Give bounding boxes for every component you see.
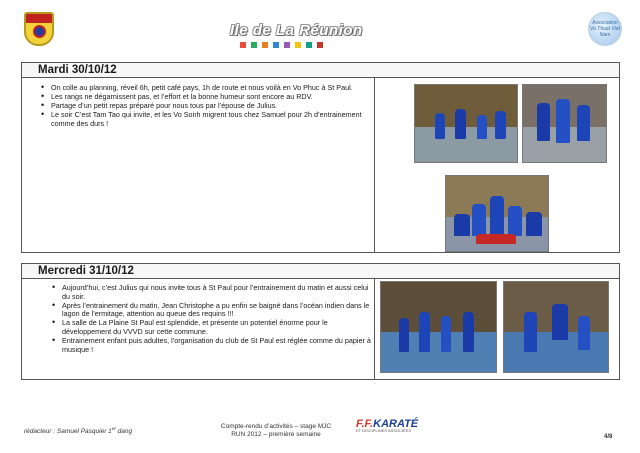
ff-subtitle: ET DISCIPLINES ASSOCIÉES [356, 428, 412, 433]
column-divider [374, 279, 375, 380]
color-dot [284, 42, 290, 48]
photo-training-hall-2 [522, 84, 607, 163]
day-block-tuesday [21, 62, 620, 253]
photo-training-hall-1 [414, 84, 518, 163]
author-credit [24, 426, 132, 435]
color-dot [273, 42, 279, 48]
report-line-1: Compte-rendu d’activités – stage MJC [220, 423, 332, 430]
author-sup: er [111, 426, 116, 431]
header-color-dots [240, 42, 323, 48]
list-item: • Après l’entrainement du matin, Jean Christophe a pu enfin se baigné dans l’océan indien dans le lagon de l’ermitage, attention au queue des requins !!! [52, 302, 372, 319]
day-block-wednesday [21, 263, 620, 380]
author-suffix: dang [115, 428, 133, 436]
list-item: • Le soir C’est Tam Tao qui invite, et les Vo Sonh migrent tous chez Samuel pour 2h d’entrainement comme des durs ! [41, 111, 371, 128]
list-item: • On colle au planning, réveil 6h, petit café pays, 1h de route et nous voilà en Vo Phuc à St Paul. [41, 84, 371, 93]
author-prefix: rédacteur : Samuel Pasquier 1 [24, 428, 112, 436]
day-items-list [52, 284, 372, 355]
color-dot [251, 42, 257, 48]
association-logo [588, 12, 622, 46]
photo-group-pose [445, 175, 549, 252]
color-dot [317, 42, 323, 48]
column-divider [374, 78, 375, 253]
report-title [210, 423, 342, 439]
list-item: • La salle de La Plaine St Paul est splendide, et présente un potentiel énorme pour le développement du VVVD sur cette commune. [52, 319, 372, 336]
page-number: 4/8 [604, 434, 613, 440]
ffkarate-logo [356, 418, 418, 433]
day-title: Mercredi 31/10/12 [22, 264, 619, 279]
photo-kick-demo [503, 281, 609, 373]
color-dot [262, 42, 268, 48]
report-line-2: RUN 2012 – première semaine [231, 431, 321, 438]
color-dot [306, 42, 312, 48]
photo-adults-training [380, 281, 497, 373]
color-dot [295, 42, 301, 48]
color-dot [240, 42, 246, 48]
list-item: • Les rangs ne dégarnissent pas, et l’effort et la bonne humeur sont encore au RDV. [41, 93, 371, 102]
list-item: • Entrainement enfant puis adultes, l’organisation du club de St Paul est réglée comme du papier à musique ! [52, 337, 372, 354]
day-title: Mardi 30/10/12 [22, 63, 619, 78]
list-item: • Aujourd’hui, c’est Julius qui nous invite tous à St Paul pour l’entrainement du matin et aussi celui du soir. [52, 284, 372, 301]
list-item: • Partage d’un petit repas préparé pour nous tous par l’épouse de Julius. [41, 102, 371, 111]
association-logo-text: Association Vo Thuat Viet Nam [589, 20, 621, 38]
club-shield-logo [24, 12, 54, 46]
ff-prefix: F.F. [356, 418, 374, 430]
day-items-list [41, 84, 371, 129]
header-title: Ile de La Réunion [230, 22, 363, 39]
ff-name: KARATÉ [373, 418, 419, 430]
